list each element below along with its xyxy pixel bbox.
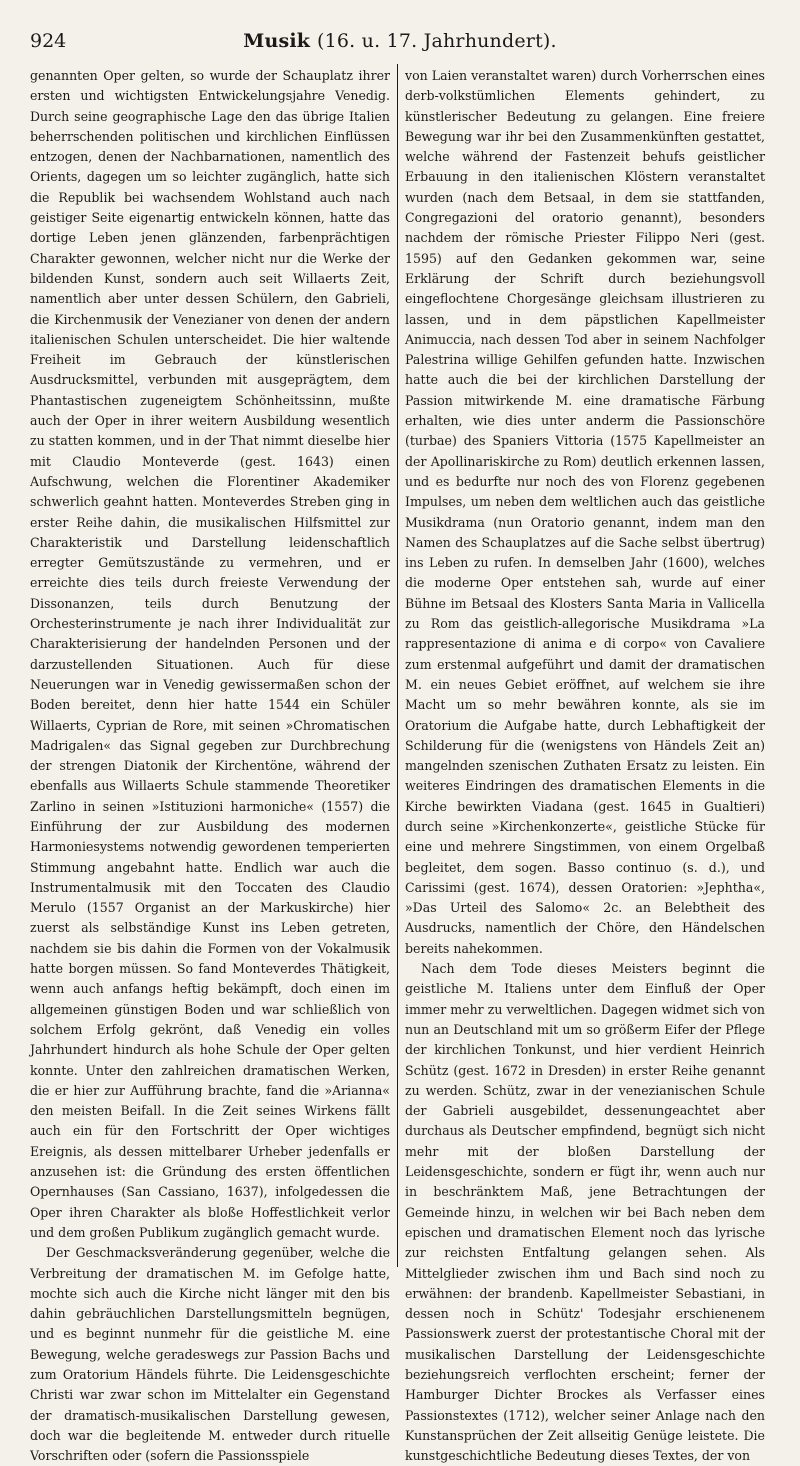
page-number: 924 [30, 30, 67, 52]
text-columns [30, 66, 770, 1464]
right-paragraph-1: von Laien veranstaltet waren) durch Vorherrschen eines derb-volkstümlichen Elements gehindert, zu künstlerischer Bedeutung zu gelangen. Eine freiere Bewegung war ihr bei den Zusammenkünften gestattet, welche während der Fastenzeit behufs geistlicher Erbauung in den italienischen Klöstern veranstaltet wurden (nach dem Betsaal, in dem sie stattfanden, Congregazioni del oratorio genannt), besonders nachdem der römische Priester Filippo Neri (gest. 1595) auf den Gedanken gekommen war, seine Erklärung der Schrift durch beziehungsvoll eingeflochtene Chorgesänge gleichsam illustrieren zu lassen, und in dem päpstlichen Kapellmeister Animuccia, nach dessen Tod aber in seinem Nachfolger Palestrina willige Gehilfen gefunden hatte. Inzwischen hatte auch die bei der kirchlichen Darstellung der Passion mitwirkende M. eine dramatische Färbung erhalten, wie dies unter anderm die Passionschöre (turbae) des Spaniers Vittoria (1575 Kapellmeister an der Apollinariskirche zu Rom) deutlich erkennen lassen, und es bedurfte nur noch des von Florenz gegebenen Impulses, um neben dem weltlichen auch das geistliche Musikdrama (nun Oratorio genannt, indem man den Namen des Schauplatzes auf die Sache selbst übertrug) ins Leben zu rufen. In demselben Jahr (1600), welches die moderne Oper entstehen sah, wurde auf einer Bühne im Betsaal des Klosters Santa Maria in Vallicella zu Rom das geistlich-allegorische Musikdrama »La rappresentazione di anima e di corpo« von Cavaliere zum erstenmal aufgeführt und damit der dramatischen M. ein neues Gebiet eröffnet, auf welchem sie ihre Macht um so mehr bewähren konnte, als sie im Oratorium die Aufgabe hatte, durch Lebhaftigkeit der Schilderung für die (wenigstens von Händels Zeit an) mangelnden szenischen Zuthaten Ersatz zu leisten. Ein weiteres Eindringen des dramatischen Elements in die Kirche bewirkten Viadana (gest. 1645 in Gualtieri) durch seine »Kirchenkonzerte«, geistliche Stücke für eine und mehrere Singstimmen, von einem Orgelbaß begleitet, dem sogen. Basso continuo (s. d.), und Carissimi (gest. 1674), dessen Oratorien: »Jephtha«, »Das Urteil des Salomo« 2c. an Belebtheit des Ausdrucks, namentlich der Chöre, den Händelschen bereits nahekommen. [405, 68, 765, 956]
left-paragraph-2: Der Geschmacksveränderung gegenüber, welche die Verbreitung der dramatischen M. im Gefolge hatte, mochte sich auch die Kirche nicht länger mit den bis dahin gebräuchlichen Darstellungsmitteln begnügen, und es beginnt nunmehr für die geistliche M. eine Bewegung, welche geradeswegs zur Passion Bachs und zum Oratorium Händels führte. Die Leidensgeschichte Christi war zwar schon im Mittelalter ein Gegenstand der dramatisch-musikalischen Darstellung gewesen, doch war die begleitende M. entweder durch rituelle Vorschriften oder (sofern die Passionsspiele [30, 1245, 390, 1464]
left-column [30, 66, 397, 1464]
running-title-subtitle: (16. u. 17. Jahrhundert). [316, 30, 557, 52]
running-title [24, 30, 776, 52]
page-header [24, 26, 776, 60]
right-column [398, 66, 765, 1464]
right-paragraph-2: Nach dem Tode dieses Meisters beginnt die geistliche M. Italiens unter dem Einfluß der Oper immer mehr zu verweltlichen. Dagegen widmet sich von nun an Deutschland mit um so größerm Eifer der Pflege der kirchlichen Tonkunst, und hier verdient Heinrich Schütz (gest. 1672 in Dresden) in erster Reihe genannt zu werden. Schütz, zwar in der venezianischen Schule der Gabrieli ausgebildet, dessenungeachtet aber durchaus als Deutscher empfindend, begnügt sich nicht mehr mit der bloßen Darstellung der Leidensgeschichte, sondern er fügt ihr, wenn auch nur in beschränktem Maß, jene Betrachtungen der Gemeinde hinzu, in welchen wir bei Bach neben dem epischen und dramatischen Element noch das lyrische zur reichsten Entfaltung gelangen sehen. Als Mittelglieder zwischen ihm und Bach sind noch zu erwähnen: der brandenb. Kapellmeister Sebastiani, in dessen noch in Schütz' Todesjahr erschienenem Passionswerk zuerst der protestantische Choral mit der musikalischen Darstellung der Leidensgeschichte beziehungsreich verflochten erscheint; ferner der Hamburger Dichter Brockes als Verfasser eines Passionstextes (1712), welcher seiner Anlage nach den Kunstansprüchen der Zeit allseitig Genüge leistete. Die kunstgeschichtliche Bedeutung dieses Textes, der von [405, 961, 765, 1464]
left-paragraph-1: genannten Oper gelten, so wurde der Schauplatz ihrer ersten und wichtigsten Entwickelungsjahre Venedig. Durch seine geographische Lage den das übrige Italien beherrschenden politischen und kirchlichen Einflüssen entzogen, denen der Nachbarnationen, namentlich des Orients, dagegen um so leichter zugänglich, hatte sich die Republik bei wachsendem Wohlstand auch nach geistiger Seite eigenartig entwickeln können, hatte das dortige Leben jenen glänzenden, farbenprächtigen Charakter gewonnen, welcher nicht nur die Werke der bildenden Kunst, sondern auch seit Willaerts Zeit, namentlich aber unter dessen Schülern, den Gabrieli, die Kirchenmusik der Venezianer von denen der andern italienischen Schulen unterscheidet. Die hier waltende Freiheit im Gebrauch der künstlerischen Ausdrucksmittel, verbunden mit ausgeprägtem, dem Phantastischen zugeneigtem Schönheitssinn, mußte auch der Oper in ihrer weitern Ausbildung wesentlich zu statten kommen, und in der That nimmt dieselbe hier mit Claudio Monteverde (gest. 1643) einen Aufschwung, welchen die Florentiner Akademiker schwerlich geahnt hatten. Monteverdes Streben ging in erster Reihe dahin, die musikalischen Hilfsmittel zur Charakteristik und Darstellung leidenschaftlich erregter Gemütszustände zu vermehren, und er erreichte dies teils durch freieste Verwendung der Dissonanzen, teils durch Benutzung der Orchesterinstrumente je nach ihrer Individualität zur Charakterisierung der handelnden Personen und der darzustellenden Situationen. Auch für diese Neuerungen war in Venedig gewissermaßen schon der Boden bereitet, denn hier hatte 1544 ein Schüler Willaerts, Cyprian de Rore, mit seinen »Chromatischen Madrigalen« das Signal gegeben zur Durchbrechung der strengen Diatonik der Kirchentöne, während der ebenfalls aus Willaerts Schule stammende Theoretiker Zarlino in seinen »Istituzioni harmoniche« (1557) die Einführung der zur Ausbildung des modernen Harmoniesystems notwendig gewordenen temperierten Stimmung angebahnt hatte. Endlich war auch die Instrumentalmusik mit den Toccaten des Claudio Merulo (1557 Organist an der Markuskirche) hier zuerst als selbständige Kunst ins Leben getreten, nachdem sie bis dahin die Formen von der Vokalmusik hatte borgen müssen. So fand Monteverdes Thätigkeit, wenn auch anfangs heftig bekämpft, doch einen im allgemeinen günstigen Boden und war schließlich von solchem Erfolg gekrönt, daß Venedig ein volles Jahrhundert hindurch als hohe Schule der Oper gelten konnte. Unter den zahlreichen dramatischen Werken, die er hier zur Aufführung brachte, fand die »Arianna« den meisten Beifall. In die Zeit seines Wirkens fällt auch ein für den Fortschritt der Oper wichtiges Ereignis, als dessen mittelbarer Urheber jedenfalls er anzusehen ist: die Gründung des ersten öffentlichen Opernhauses (San Cassiano, 1637), infolgedessen die Oper ihren Charakter als bloße Hoffestlichkeit verlor und dem großen Publikum zugänglich gemacht wurde. [30, 68, 390, 1240]
running-title-main: Musik [243, 30, 311, 52]
